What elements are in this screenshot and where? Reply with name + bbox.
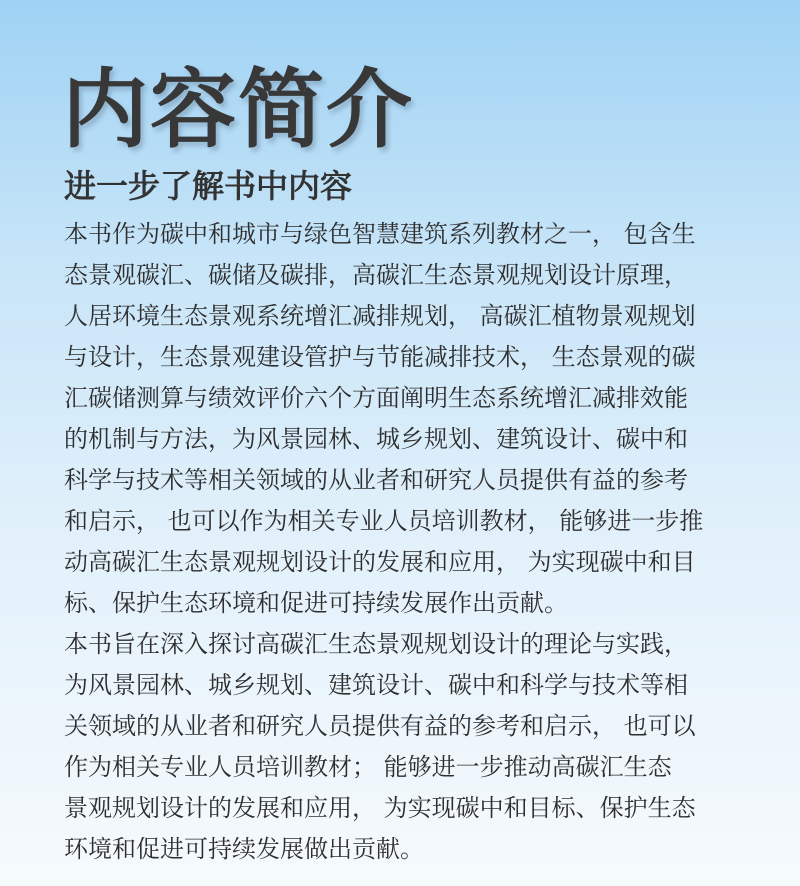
text-line: 的机制与方法，为风景园林、城乡规划、建筑设计、碳中和 — [64, 425, 688, 453]
text-line: 作为相关专业人员培训教材； 能够进一步推动高碳汇生态 — [64, 753, 672, 781]
text-line: 标、保护生态环境和促进可持续发展作出贡献。 — [64, 589, 568, 617]
text-line: 环境和促进可持续发展做出贡献。 — [64, 835, 424, 863]
body-text — [64, 214, 744, 870]
page-title: 内容简介 — [62, 60, 414, 160]
page-subtitle: 进一步了解书中内容 — [64, 167, 353, 205]
text-line: 和启示， 也可以作为相关专业人员培训教材， 能够进一步推 — [64, 507, 704, 535]
text-line: 汇碳储测算与绩效评价六个方面阐明生态系统增汇减排效能 — [64, 384, 688, 412]
text-line: 与设计，生态景观建设管护与节能减排技术， 生态景观的碳 — [64, 343, 696, 371]
text-line: 本书作为碳中和城市与绿色智慧建筑系列教材之一， 包含生 — [64, 220, 696, 248]
text-line: 科学与技术等相关领域的从业者和研究人员提供有益的参考 — [64, 466, 688, 494]
text-line: 态景观碳汇、碳储及碳排，高碳汇生态景观规划设计原理， — [64, 261, 688, 289]
paragraph-1 — [64, 214, 744, 624]
text-line: 景观规划设计的发展和应用， 为实现碳中和目标、保护生态 — [64, 794, 696, 822]
paragraph-2 — [64, 624, 744, 870]
text-line: 人居环境生态景观系统增汇减排规划， 高碳汇植物景观规划 — [64, 302, 696, 330]
text-line: 为风景园林、城乡规划、建筑设计、碳中和科学与技术等相 — [64, 671, 688, 699]
text-line: 本书旨在深入探讨高碳汇生态景观规划设计的理论与实践， — [64, 630, 688, 658]
text-line: 动高碳汇生态景观规划设计的发展和应用， 为实现碳中和目 — [64, 548, 696, 576]
text-line: 关领域的从业者和研究人员提供有益的参考和启示， 也可以 — [64, 712, 696, 740]
